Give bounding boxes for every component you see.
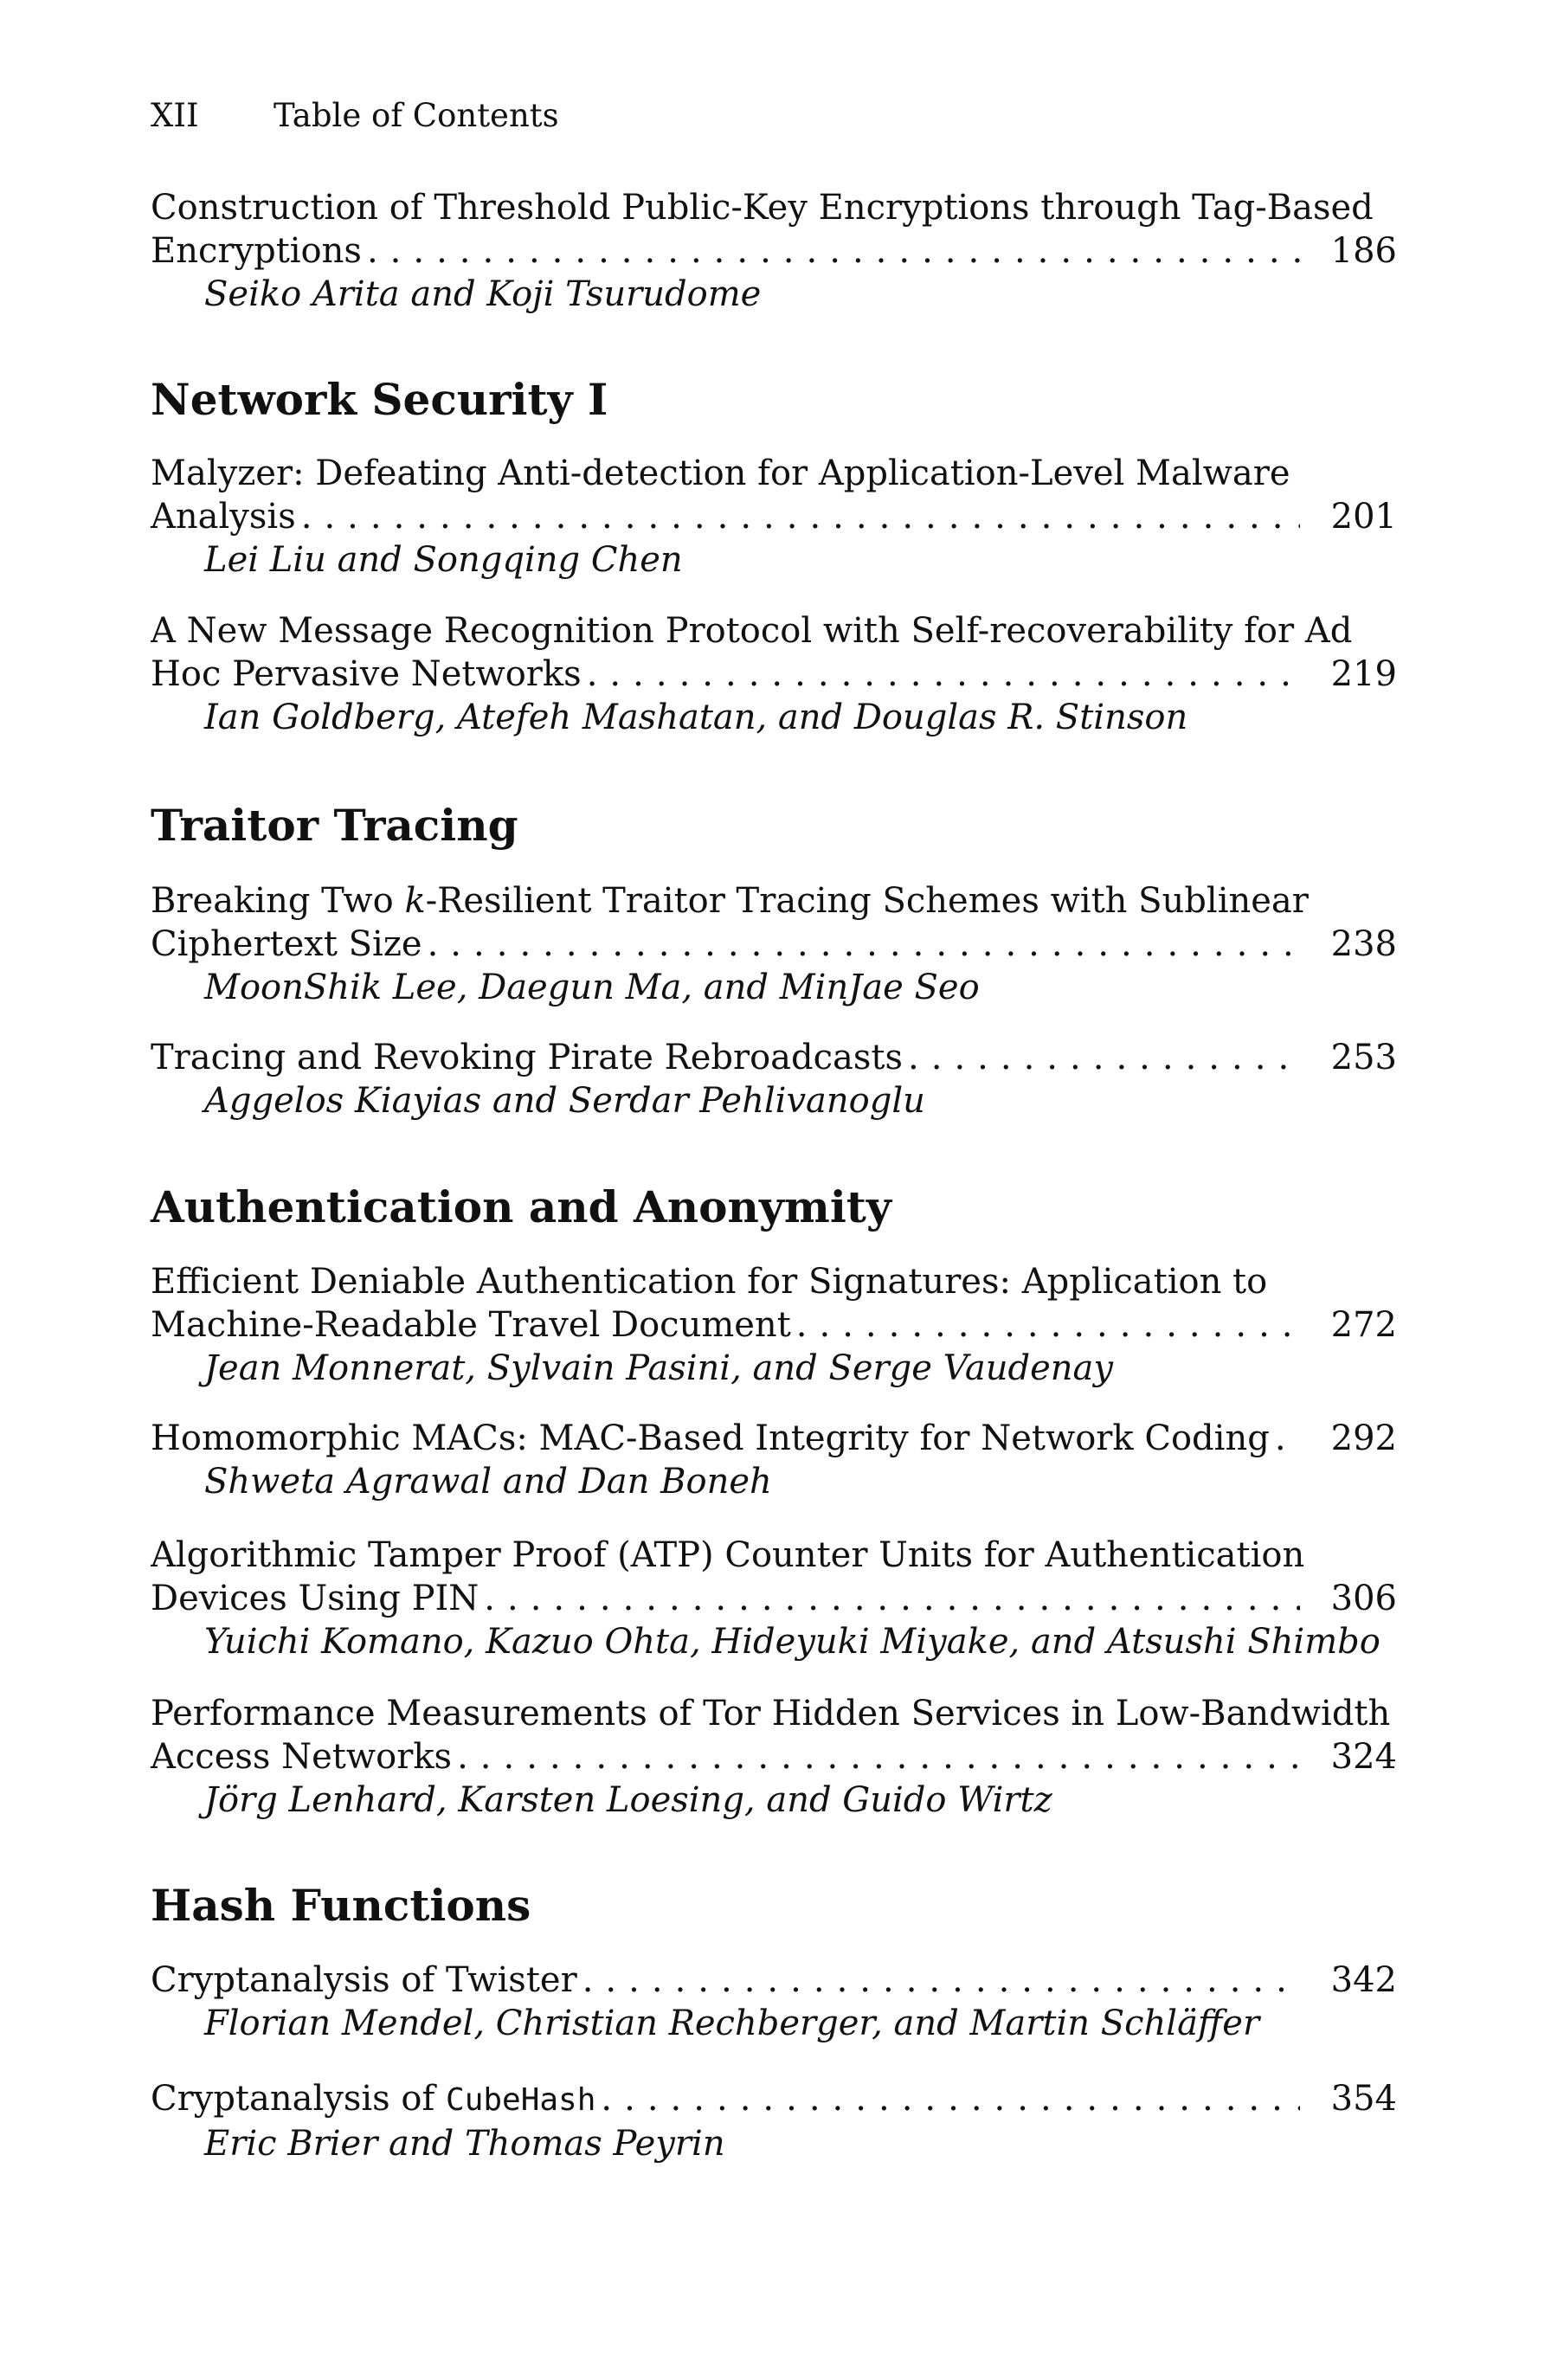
entry-page: 219	[1330, 654, 1397, 694]
entry-authors: Jean Monnerat, Sylvain Pasini, and Serge Vaudenay	[204, 1348, 1113, 1388]
entry-authors: Seiko Arita and Koji Tsurudome	[204, 274, 762, 314]
entry-title: Construction of Threshold Public-Key Encryptions through Tag-Based	[151, 188, 1374, 228]
entry-title: A New Message Recognition Protocol with Self-recoverability for Ad	[151, 611, 1353, 651]
entry-authors: Lei Liu and Songqing Chen	[204, 540, 683, 580]
entry-title-part: Breaking Two	[151, 881, 405, 921]
dot-leader	[362, 229, 1300, 273]
dot-leader	[452, 1735, 1300, 1779]
entry-authors: Shweta Agrawal and Dan Boneh	[204, 1462, 772, 1502]
dot-leader	[479, 1577, 1300, 1620]
entry-title: Homomorphic MACs: MAC-Based Integrity for Network Coding	[151, 1418, 1270, 1458]
entry-title-part: -Resilient Traitor Tracing Schemes with Sublinear	[425, 881, 1309, 921]
entry-page: 253	[1330, 1038, 1397, 1077]
leader-line	[151, 229, 1397, 273]
toc-entry[interactable]	[151, 186, 1397, 316]
toc-entry[interactable]	[151, 1036, 1397, 1122]
section-heading: Traitor Tracing	[151, 800, 518, 851]
entry-title-math: k	[404, 881, 426, 921]
dot-leader	[595, 2077, 1300, 2120]
dot-leader	[296, 495, 1300, 538]
leader-line	[151, 1959, 1397, 2002]
entry-title: Efficient Deniable Authentication for Signatures: Application to	[151, 1262, 1268, 1302]
section-heading: Hash Functions	[151, 1880, 531, 1931]
entry-page: 324	[1330, 1737, 1397, 1777]
toc-entry[interactable]	[151, 1534, 1397, 1663]
entry-title-cont: Access Networks	[151, 1737, 453, 1777]
leader-line	[151, 1735, 1397, 1779]
page-number: XII	[151, 97, 199, 134]
entry-title: Malyzer: Defeating Anti-detection for Application-Level Malware	[151, 453, 1290, 493]
leader-line	[151, 1036, 1397, 1079]
toc-entry[interactable]	[151, 452, 1397, 582]
entry-title-code: CubeHash	[446, 2082, 596, 2118]
leader-line	[151, 923, 1397, 966]
entry-page: 342	[1330, 1960, 1397, 2000]
section-heading: Authentication and Anonymity	[151, 1181, 891, 1232]
entry-title-cont: Encryptions	[151, 231, 362, 271]
leader-line	[151, 1417, 1397, 1460]
entry-authors: Florian Mendel, Christian Rechberger, and Martin Schläffer	[204, 2004, 1260, 2043]
entry-page: 306	[1330, 1579, 1397, 1618]
entry-title-cont: Hoc Pervasive Networks	[151, 654, 582, 694]
entry-title: Tracing and Revoking Pirate Rebroadcasts	[151, 1038, 904, 1077]
section-heading: Network Security I	[151, 374, 608, 425]
entry-title	[151, 2077, 595, 2122]
leader-line	[151, 1577, 1397, 1620]
leader-line	[151, 653, 1397, 696]
toc-entry[interactable]	[151, 1692, 1397, 1822]
entry-authors: Ian Goldberg, Atefeh Mashatan, and Douglas R. Stinson	[204, 698, 1188, 737]
entry-page: 292	[1330, 1418, 1397, 1458]
entry-title-cont: Devices Using PIN	[151, 1579, 479, 1618]
entry-page: 238	[1330, 924, 1397, 964]
entry-page: 354	[1330, 2079, 1397, 2119]
dot-leader	[577, 1959, 1300, 2002]
toc-entry[interactable]	[151, 1959, 1397, 2045]
toc-entry[interactable]	[151, 1260, 1397, 1390]
entry-authors: Aggelos Kiayias and Serdar Pehlivanoglu	[204, 1081, 925, 1121]
leader-line	[151, 1303, 1397, 1347]
running-title: Table of Contents	[274, 97, 559, 134]
entry-authors: MoonShik Lee, Daegun Ma, and MinJae Seo	[204, 968, 980, 1007]
entry-page: 201	[1330, 497, 1397, 537]
entry-title: Algorithmic Tamper Proof (ATP) Counter Units for Authentication	[151, 1535, 1305, 1575]
toc-entry[interactable]	[151, 1417, 1397, 1503]
dot-leader	[791, 1303, 1300, 1347]
entry-title-part: Cryptanalysis of	[151, 2079, 447, 2119]
entry-page: 272	[1330, 1305, 1397, 1345]
entry-title-cont: Machine-Readable Travel Document	[151, 1305, 791, 1345]
toc-entry[interactable]	[151, 2077, 1397, 2165]
running-head	[151, 95, 559, 137]
dot-leader	[1270, 1417, 1300, 1460]
dot-leader	[422, 923, 1300, 966]
entry-page: 186	[1330, 231, 1397, 271]
leader-line	[151, 2077, 1397, 2122]
entry-title-cont: Analysis	[151, 497, 296, 537]
entry-title: Cryptanalysis of Twister	[151, 1960, 577, 2000]
entry-authors: Eric Brier and Thomas Peyrin	[204, 2124, 725, 2164]
entry-authors: Yuichi Komano, Kazuo Ohta, Hideyuki Miyake, and Atsushi Shimbo	[204, 1622, 1380, 1662]
entry-title: Performance Measurements of Tor Hidden Services in Low-Bandwidth	[151, 1694, 1391, 1734]
entry-authors: Jörg Lenhard, Karsten Loesing, and Guido Wirtz	[204, 1780, 1052, 1820]
toc-entry[interactable]	[151, 879, 1397, 1009]
dot-leader	[582, 653, 1300, 696]
leader-line	[151, 495, 1397, 538]
entry-title	[151, 879, 1397, 923]
dot-leader	[903, 1036, 1300, 1079]
entry-title-cont: Ciphertext Size	[151, 924, 422, 964]
toc-entry[interactable]	[151, 609, 1397, 739]
